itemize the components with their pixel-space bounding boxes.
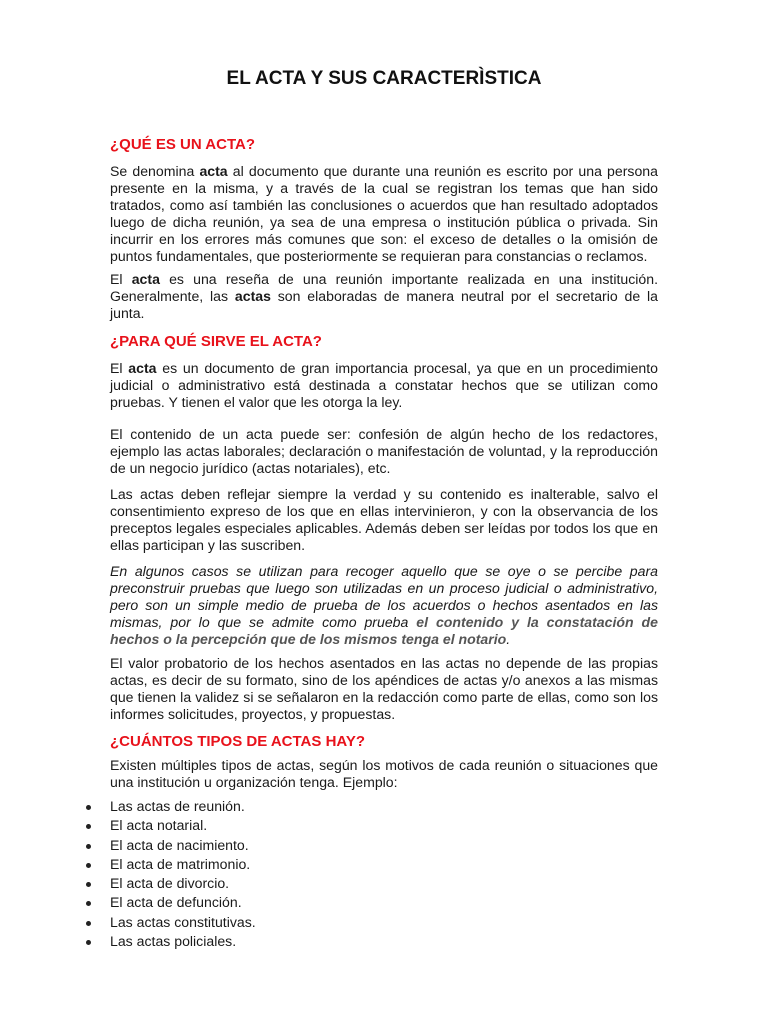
paragraph-importancia: El acta es un documento de gran importancia procesal, ya que en un procedimiento judicial o administrativo está destinada a constatar hechos que se utilizan como pruebas. Y tienen el valor que les otorga la ley. [110,360,659,411]
paragraph-resena: El acta es una reseña de una reunión importante realizada en una institución. Generalmente, las actas son elaboradas de manera neutral por el secretario de la junta. [110,271,659,322]
list-item: Las actas constitutivas. [86,913,256,932]
section-heading-para-que: ¿PARA QUÉ SIRVE EL ACTA? [110,333,322,350]
list-item: El acta notarial. [86,816,256,835]
list-item: Las actas de reunión. [86,797,256,816]
paragraph-tipos-intro: Existen múltiples tipos de actas, según los motivos de cada reunión o situaciones que una institución u organización tenga. Ejemplo: [110,757,658,791]
list-item: El acta de divorcio. [86,874,256,893]
paragraph-verdad: Las actas deben reflejar siempre la verdad y su contenido es inalterable, salvo el consentimiento expreso de los que en ellas intervinieron, y con la observancia de los preceptos legales especiales aplicables. Además deben ser leídas por todos los que en ellas participan y las suscriben. [110,486,658,554]
actas-type-list [86,797,256,951]
list-item: Las actas policiales. [86,932,256,951]
section-heading-tipos: ¿CUÁNTOS TIPOS DE ACTAS HAY? [110,733,366,750]
list-item: El acta de nacimiento. [86,836,256,855]
paragraph-contenido: El contenido de un acta puede ser: confesión de algún hecho de los redactores, ejemplo las actas laborales; declaración o manifestación de voluntad, y la reproducción de un negocio jurídico (actas notariales), etc. [110,426,658,477]
paragraph-pruebas: En algunos casos se utilizan para recoger aquello que se oye o se percibe para preconstruir pruebas que luego son utilizadas en un proceso judicial o administrativo, pero son un simple medio de prueba de los acuerdos o hechos asentados en las mismas, por lo que se admite como prueba el contenido y la constatación de hechos o la percepción que de los mismos tenga el notario. [110,563,658,648]
list-item: El acta de matrimonio. [86,855,256,874]
paragraph-valor-probatorio: El valor probatorio de los hechos asentados en las actas no depende de las propias actas, es decir de su formato, sino de los apéndices de actas y/o anexos a las mismas que tienen la validez si se señalaron en la redacción como parte de ellas, como son los informes solicitudes, proyectos, y propuestas. [110,655,658,723]
document-title: EL ACTA Y SUS CARACTERÌSTICA [226,68,542,89]
paragraph-definition: Se denomina acta al documento que durante una reunión es escrito por una persona presente en la misma, y a través de la cual se registran los temas que han sido tratados, como así también las conclusiones o acuerdos que han resultado adoptados luego de dicha reunión, ya sea de una empresa o institución pública o privada. Sin incurrir en los errores más comunes que son: el exceso de detalles o la omisión de puntos fundamentales, que posteriormente se requieran para constancias o reclamos. [110,163,658,265]
list-item: El acta de defunción. [86,893,256,912]
section-heading-que-es: ¿QUÉ ES UN ACTA? [110,136,255,153]
